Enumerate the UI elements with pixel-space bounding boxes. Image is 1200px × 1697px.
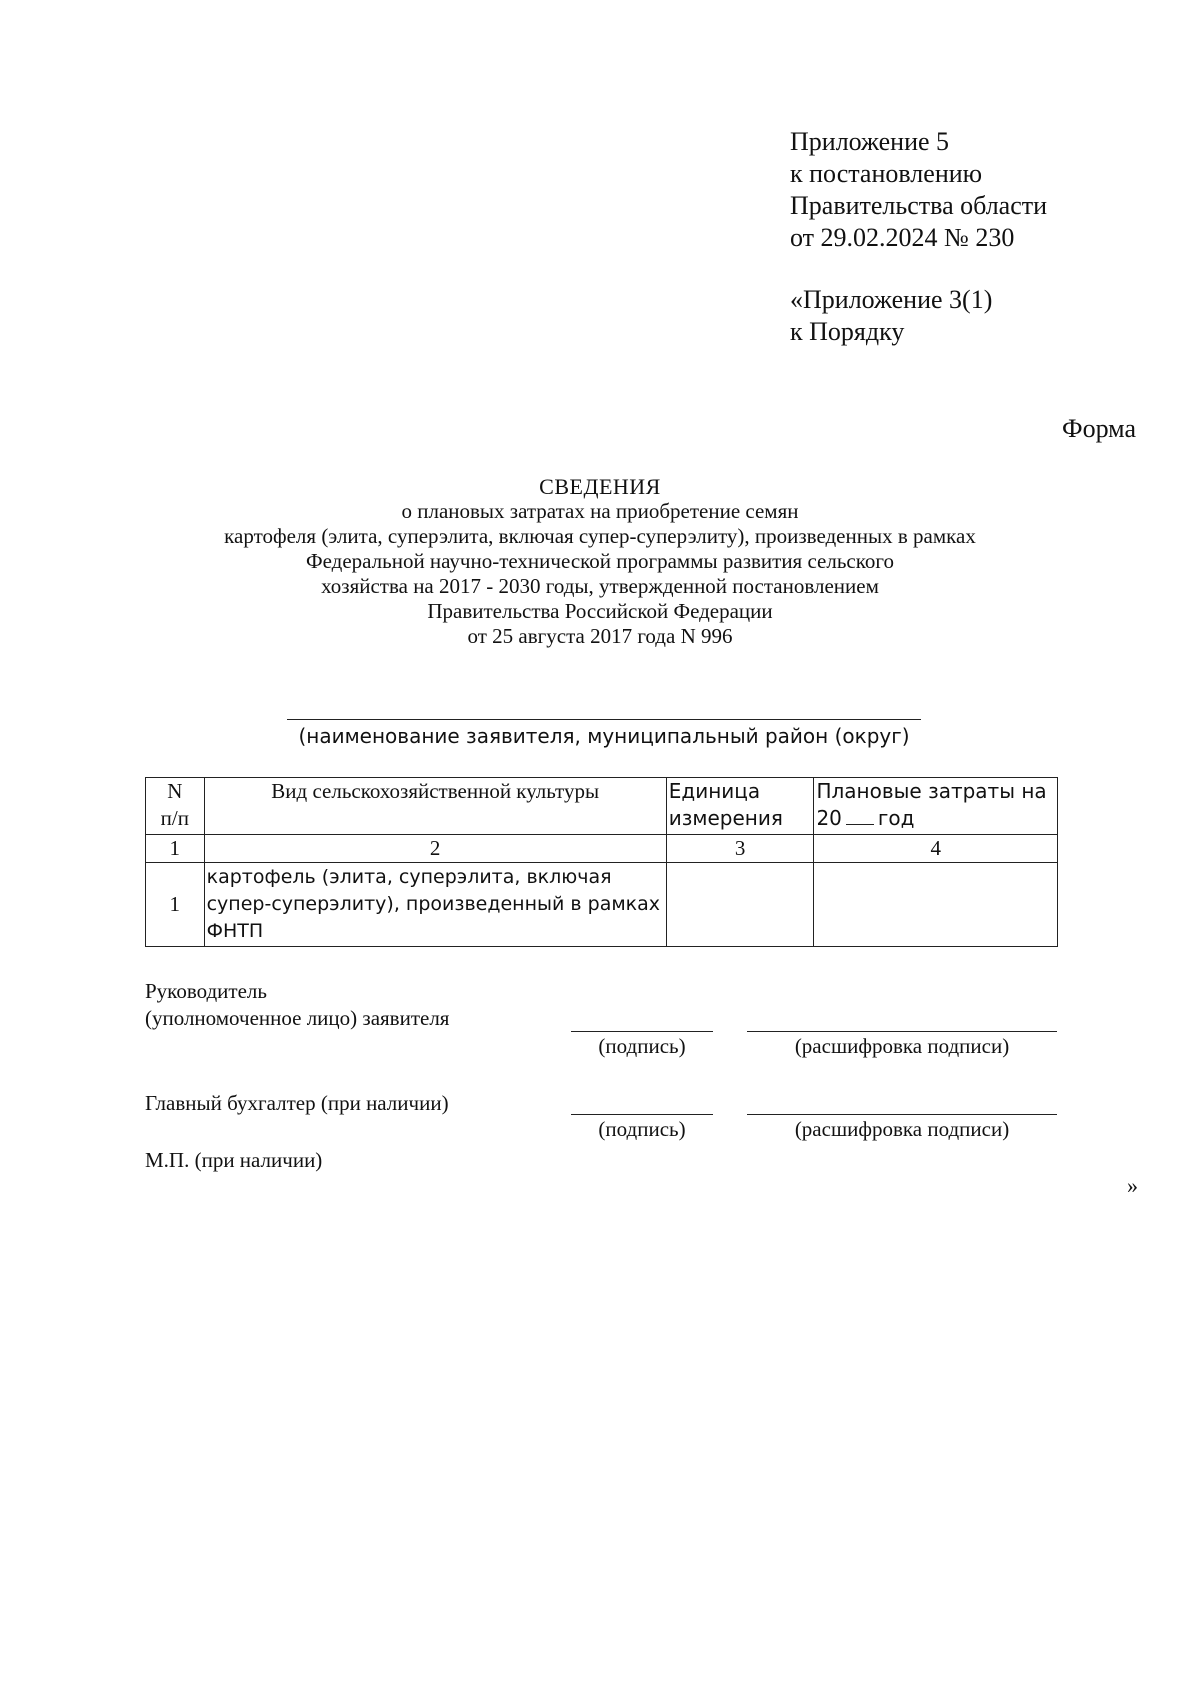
column-number: 2 <box>204 835 666 863</box>
decoding-caption: (расшифровка подписи) <box>794 1034 1010 1058</box>
decoding-caption: (расшифровка подписи) <box>794 1117 1010 1141</box>
column-number-row <box>146 835 1058 863</box>
row-crop: картофель (элита, суперэлита, включая супер-суперэлиту), произведенный в рамках ФНТП <box>204 863 666 947</box>
column-number: 3 <box>666 835 814 863</box>
head-decoding-line[interactable] <box>747 1031 1057 1032</box>
closing-quote: » <box>1127 1173 1138 1198</box>
signature-caption: (подпись) <box>598 1117 686 1141</box>
appendix-to-order <box>790 284 992 348</box>
applicant-caption: (наименование заявителя, муниципальный район (округ) <box>298 724 910 748</box>
head-label: Руководитель (уполномоченное лицо) заявителя <box>145 979 450 1030</box>
to-resolution: к постановлению <box>790 159 983 188</box>
title-line: картофеля (элита, суперэлита, включая супер-суперэлиту), произведенных в рамках <box>224 524 976 548</box>
title-line: Правительства Российской Федерации <box>427 599 773 623</box>
column-number: 1 <box>146 835 205 863</box>
accountant-label: Главный бухгалтер (при наличии) <box>145 1091 449 1115</box>
title-main: СВЕДЕНИЯ <box>539 474 661 499</box>
row-number: 1 <box>146 863 205 947</box>
document-title <box>0 474 1200 649</box>
appendix-3-1: «Приложение 3(1) <box>790 285 993 314</box>
title-line: от 25 августа 2017 года N 996 <box>467 624 733 648</box>
header-number: N п/п <box>146 778 205 835</box>
table-row <box>146 863 1058 947</box>
table-header-row <box>146 778 1058 835</box>
government: Правительства области <box>790 191 1048 220</box>
appendix-number: Приложение 5 <box>790 127 950 156</box>
resolution-date-number: от 29.02.2024 № 230 <box>790 223 1015 252</box>
header-unit: Единица измерения <box>666 778 814 835</box>
year-blank[interactable] <box>846 806 874 825</box>
costs-table <box>145 777 1058 947</box>
row-costs-cell[interactable] <box>814 863 1058 947</box>
header-planned-costs: Плановые затраты на 20 год <box>814 778 1058 835</box>
title-line: о плановых затратах на приобретение семян <box>401 499 799 523</box>
head-signature-line[interactable] <box>571 1031 713 1032</box>
form-label: Форма <box>1062 414 1136 443</box>
title-line: хозяйства на 2017 - 2030 годы, утвержденной постановлением <box>321 574 879 598</box>
applicant-name-line[interactable] <box>287 719 921 720</box>
to-order: к Порядку <box>790 317 905 346</box>
header-crop: Вид сельскохозяйственной культуры <box>204 778 666 835</box>
title-line: Федеральной научно-технической программы развития сельского <box>306 549 894 573</box>
signature-caption: (подпись) <box>598 1034 686 1058</box>
stamp-label: М.П. (при наличии) <box>145 1148 323 1172</box>
appendix-header <box>790 126 1047 254</box>
accountant-signature-line[interactable] <box>571 1114 713 1115</box>
row-unit-cell[interactable] <box>666 863 814 947</box>
column-number: 4 <box>814 835 1058 863</box>
accountant-decoding-line[interactable] <box>747 1114 1057 1115</box>
